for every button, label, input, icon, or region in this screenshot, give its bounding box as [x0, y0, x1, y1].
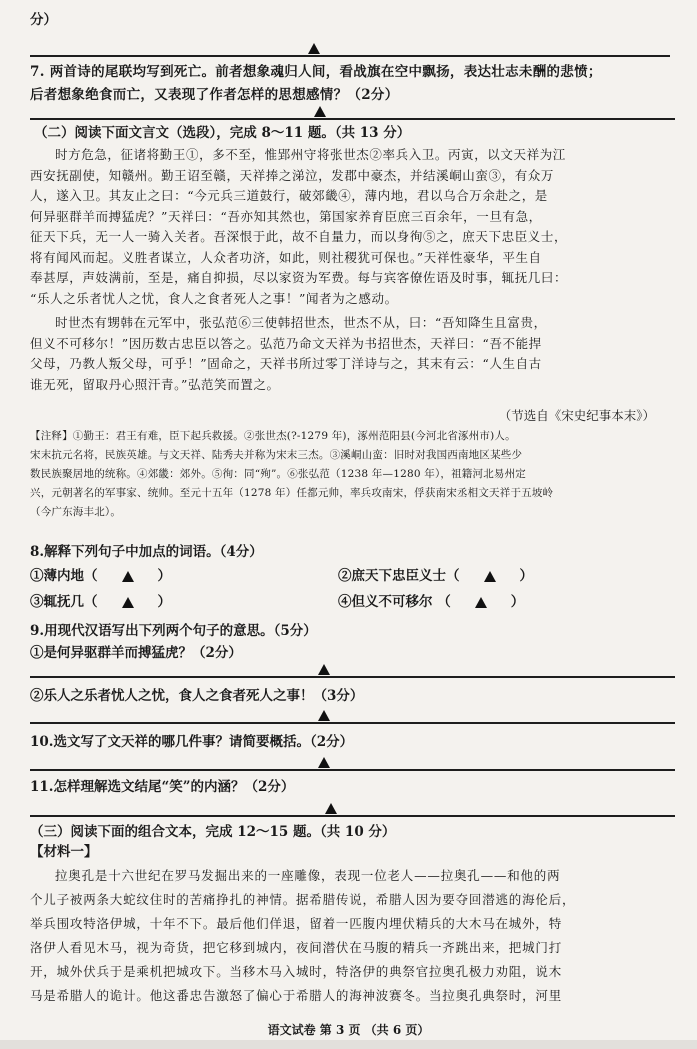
annotation-line: 兴，元朝著名的军事家、统帅。至元十五年（1278 年）任都元帅，率兵攻南宋，俘获南宋丞相文天祥于五坡岭 [30, 487, 554, 499]
passage-line: 将有闻风而起。义胜者谋立，人众者功济，如此，则社稷犹可保也。”天祥性豪华，平生自 [30, 249, 542, 265]
classical-passage-p1 [30, 145, 670, 309]
passage-line: 何异驱群羊而搏猛虎？”天祥曰：“吾亦知其然也，第国家养育臣庶三百余年，一旦有急， [30, 208, 542, 224]
passage-line: 征天下兵，无一人一骑入关者。吾深恨于此，故不自量力，而以身徇⑤之，庶天下忠臣义士， [30, 229, 568, 244]
question-8-item-1: ①薄内地（ ） [30, 568, 171, 584]
question-7-line1: 7. 两首诗的尾联均写到死亡。前者想象魂归人间，看战旗在空中飘扬，表达壮志未酬的悲愤； [30, 64, 602, 80]
question-8-item-2: ②庶天下忠臣义士（ ） [338, 568, 533, 584]
annotation-line: 宋末抗元名将，民族英雄。与文天祥、陆秀夫并称为宋末三杰。③溪峒山蛮：旧时对我国西南地区某些少 [30, 449, 523, 461]
material-line: 举兵围攻特洛伊城，十年不下。最后他们佯退，留着一匹腹内埋伏精兵的大木马在城外，特 [30, 916, 563, 931]
question-8-item-3: ③辄抚几（ ） [30, 594, 171, 610]
passage-line: 时世杰有甥韩在元军中，张弘范⑥三使韩招世杰，世杰不从，曰：“吾知降生且富贵， [55, 315, 547, 330]
top-fragment: 分） [30, 12, 57, 28]
answer-marker-icon [308, 43, 320, 54]
passage-source: （节选自《宋史纪事本末》） [498, 408, 655, 423]
answer-line [30, 55, 670, 57]
material-1-label: 【材料一】 [30, 844, 98, 860]
answer-marker-icon [325, 803, 337, 814]
annotation-line: 【注释】①勤王：君王有难，臣下起兵救援。②张世杰(?-1279 年)，涿州范阳县(今河北省涿州市)人。 [30, 430, 516, 442]
question-10: 10.选文写了文天祥的哪几件事？请简要概括。（2分） [30, 734, 354, 750]
passage-line: 奉甚厚，声妓满前，至是，痛自抑损，尽以家资为军费。每与宾客僚佐语及时事，辄抚几曰： [30, 270, 568, 285]
question-7-line2: 后者想象绝食而亡，又表现了作者怎样的思想感情？（2分） [30, 87, 399, 103]
passage-line: 时方危急，征诸将勤王①，多不至，惟郢州守将张世杰②率兵入卫。丙寅，以文天祥为江 [55, 147, 566, 162]
question-7 [30, 62, 670, 105]
passage-line: 父母，乃教人叛父母，可乎！”固命之，天祥书所过零丁洋诗与之，其末有云：“人生自古 [30, 356, 542, 371]
answer-line [30, 118, 675, 120]
material-1-text [30, 864, 670, 1008]
question-11: 11.怎样理解选文结尾“笑”的内涵？（2分） [30, 779, 295, 795]
answer-marker-icon [484, 571, 496, 582]
passage-line: 谁无死，留取丹心照汗青。”弘范笑而置之。 [30, 376, 280, 392]
answer-marker-icon [122, 571, 134, 582]
material-line: 个儿子被两条大蛇纹住时的苦痛挣扎的神情。据希腊传说，希腊人因为要夺回潜逃的海伦后， [30, 892, 576, 907]
material-line: 开，城外伏兵于是乘机把城攻下。当移木马入城时，特洛伊的典祭官拉奥孔极力劝阻，说木 [30, 964, 563, 979]
classical-passage-p2 [30, 313, 670, 395]
answer-marker-icon [314, 106, 326, 117]
answer-marker-icon [318, 710, 330, 721]
question-9-sentence-1: ①是何异驱群羊而搏猛虎？（2分） [30, 645, 242, 661]
section-3-title: （三）阅读下面的组合文本，完成 12～15 题。（共 10 分） [30, 824, 396, 840]
passage-line: “乐人之乐者忧人之忧，食人之食者死人之事！”闻者为之感动。 [30, 290, 398, 306]
answer-marker-icon [475, 597, 487, 608]
annotation-line: （今广东海丰北）。 [30, 506, 122, 518]
passage-line: 但义不可移尔！”因历数古忠臣以答之。弘范乃命文天祥为书招世杰，天祥曰：“吾不能捍 [30, 335, 542, 351]
bottom-edge [0, 1040, 697, 1049]
question-8-title: 8.解释下列句子中加点的词语。（4分） [30, 544, 263, 560]
answer-line [30, 722, 675, 724]
section-2-title: （二）阅读下面文言文（选段），完成 8～11 题。（共 13 分） [34, 125, 411, 141]
question-9-sentence-2: ②乐人之乐者忧人之忧，食人之食者死人之事！（3分） [30, 688, 364, 704]
answer-line [30, 815, 675, 817]
material-line: 洛伊人看见木马，视为奇货，把它移到城内，夜间潜伏在马腹的精兵一齐跳出来，把城门打 [30, 940, 563, 955]
answer-line [30, 676, 675, 678]
material-line: 拉奥孔是十六世纪在罗马发掘出来的一座雕像，表现一位老人——拉奥孔——和他的两 [55, 868, 561, 883]
question-8-item-4: ④但义不可移尔 （ ） [338, 594, 525, 610]
answer-marker-icon [122, 597, 134, 608]
question-9-title: 9.用现代汉语写出下列两个句子的意思。（5分） [30, 623, 317, 639]
annotations [30, 427, 670, 522]
answer-marker-icon [318, 664, 330, 675]
page-footer: 语文试卷 第 3 页 （共 6 页） [267, 1023, 430, 1037]
answer-line [30, 769, 675, 771]
answer-marker-icon [318, 757, 330, 768]
passage-line: 人，遂入卫。其友止之曰：“今元兵三道鼓行，破郊畿④，薄内地，君以乌合万余赴之，是 [30, 188, 548, 203]
passage-line: 西安抚副使，知赣州。勤王诏至赣，天祥捧之涕泣，发郡中豪杰，并结溪峒山蛮③，有众万 [30, 167, 555, 183]
annotation-line: 数民族聚居地的统称。④郊畿：郊外。⑤徇：同“殉”。⑥张弘范（1238 年—1280 年），祖籍河北易州定 [30, 468, 527, 480]
material-line: 马是希腊人的诡计。他这番忠告激怒了偏心于希腊人的海神波赛冬。当拉奥孔典祭时，河里 [30, 988, 563, 1003]
